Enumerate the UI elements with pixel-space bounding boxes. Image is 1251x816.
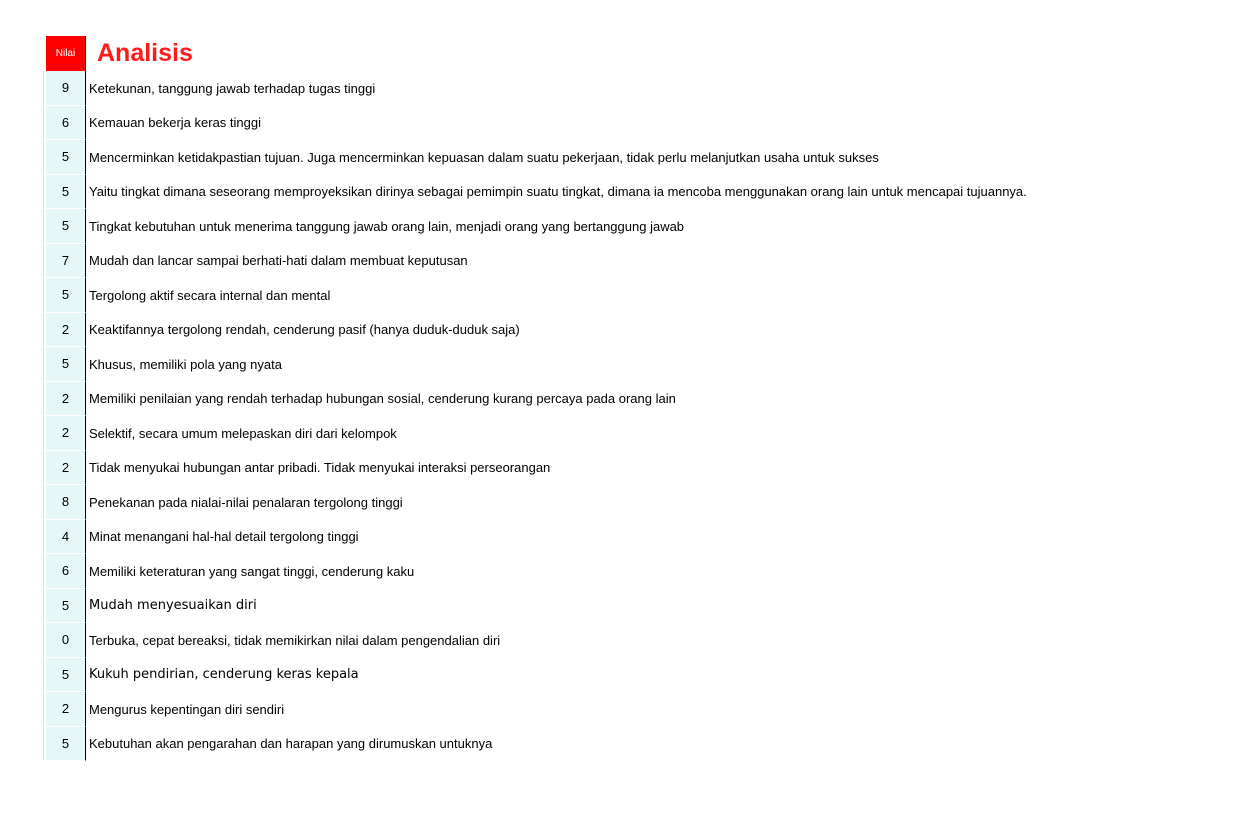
table-row	[46, 589, 1027, 624]
description-cell[interactable]: Tingkat kebutuhan untuk menerima tanggung jawab orang lain, menjadi orang yang bertanggung jawab	[89, 218, 685, 234]
table-row	[46, 347, 1027, 382]
table-row	[46, 451, 1027, 486]
score-cell[interactable]: 5	[46, 589, 86, 624]
description-cell[interactable]: Selektif, secara umum melepaskan diri dari kelompok	[89, 425, 397, 441]
table-row	[46, 313, 1027, 348]
description-cell[interactable]: Kukuh pendirian, cenderung keras kepala	[89, 667, 359, 683]
table-row	[46, 485, 1027, 520]
score-cell[interactable]: 5	[46, 658, 86, 693]
table-row	[46, 175, 1027, 210]
table-row	[46, 727, 1027, 762]
description-cell[interactable]: Keaktifannya tergolong rendah, cenderung pasif (hanya duduk-duduk saja)	[89, 322, 520, 338]
score-cell[interactable]: 5	[46, 278, 86, 313]
nilai-column-header[interactable]: Nilai	[46, 36, 86, 71]
description-cell[interactable]: Ketekunan, tanggung jawab terhadap tugas tinggi	[89, 80, 376, 96]
description-cell[interactable]: Kebutuhan akan pengarahan dan harapan yang dirumuskan untuknya	[89, 736, 493, 752]
description-cell[interactable]: Kemauan bekerja keras tinggi	[89, 115, 261, 131]
description-cell[interactable]: Mencerminkan ketidakpastian tujuan. Juga mencerminkan kepuasan dalam suatu pekerjaan, tidak perlu melanjutkan usaha untuk sukses	[89, 149, 879, 165]
description-cell[interactable]: Penekanan pada nialai-nilai penalaran tergolong tinggi	[89, 494, 403, 510]
header-row	[46, 36, 1027, 71]
description-cell[interactable]: Minat menangani hal-hal detail tergolong tinggi	[89, 529, 359, 545]
description-cell[interactable]: Memiliki keteraturan yang sangat tinggi, cenderung kaku	[89, 563, 415, 579]
score-cell[interactable]: 5	[46, 209, 86, 244]
score-cell[interactable]: 2	[46, 416, 86, 451]
page-title: Analisis	[97, 39, 193, 67]
score-cell[interactable]: 2	[46, 451, 86, 486]
analysis-table	[46, 71, 1027, 761]
table-row	[46, 658, 1027, 693]
table-row	[46, 416, 1027, 451]
description-cell[interactable]: Mudah menyesuaikan diri	[89, 598, 257, 614]
table-row	[46, 106, 1027, 141]
score-cell[interactable]: 6	[46, 106, 86, 141]
score-cell[interactable]: 5	[46, 727, 86, 762]
score-cell[interactable]: 2	[46, 313, 86, 348]
table-row	[46, 520, 1027, 555]
description-cell[interactable]: Khusus, memiliki pola yang nyata	[89, 356, 282, 372]
table-row	[46, 71, 1027, 106]
score-cell[interactable]: 2	[46, 692, 86, 727]
score-cell[interactable]: 5	[46, 140, 86, 175]
score-cell[interactable]: 6	[46, 554, 86, 589]
score-cell[interactable]: 5	[46, 175, 86, 210]
score-cell[interactable]: 9	[46, 71, 86, 106]
analysis-sheet	[46, 36, 1027, 761]
description-cell[interactable]: Terbuka, cepat bereaksi, tidak memikirkan nilai dalam pengendalian diri	[89, 632, 501, 648]
table-row	[46, 209, 1027, 244]
score-cell[interactable]: 0	[46, 623, 86, 658]
table-row	[46, 140, 1027, 175]
table-row	[46, 692, 1027, 727]
description-cell[interactable]: Mengurus kepentingan diri sendiri	[89, 701, 285, 717]
table-row	[46, 382, 1027, 417]
description-cell[interactable]: Mudah dan lancar sampai berhati-hati dalam membuat keputusan	[89, 253, 468, 269]
description-cell[interactable]: Tidak menyukai hubungan antar pribadi. Tidak menyukai interaksi perseorangan	[89, 460, 551, 476]
description-cell[interactable]: Tergolong aktif secara internal dan mental	[89, 287, 331, 303]
description-cell[interactable]: Yaitu tingkat dimana seseorang memproyeksikan dirinya sebagai pemimpin suatu tingkat, dimana ia mencoba menggunakan orang lain untuk mencapai tujuannya.	[89, 184, 1027, 200]
table-row	[46, 278, 1027, 313]
score-cell[interactable]: 4	[46, 520, 86, 555]
table-row	[46, 244, 1027, 279]
score-cell[interactable]: 2	[46, 382, 86, 417]
table-row	[46, 554, 1027, 589]
score-cell[interactable]: 8	[46, 485, 86, 520]
score-cell[interactable]: 5	[46, 347, 86, 382]
description-cell[interactable]: Memiliki penilaian yang rendah terhadap hubungan sosial, cenderung kurang percaya pada orang lain	[89, 391, 676, 407]
score-cell[interactable]: 7	[46, 244, 86, 279]
table-row	[46, 623, 1027, 658]
